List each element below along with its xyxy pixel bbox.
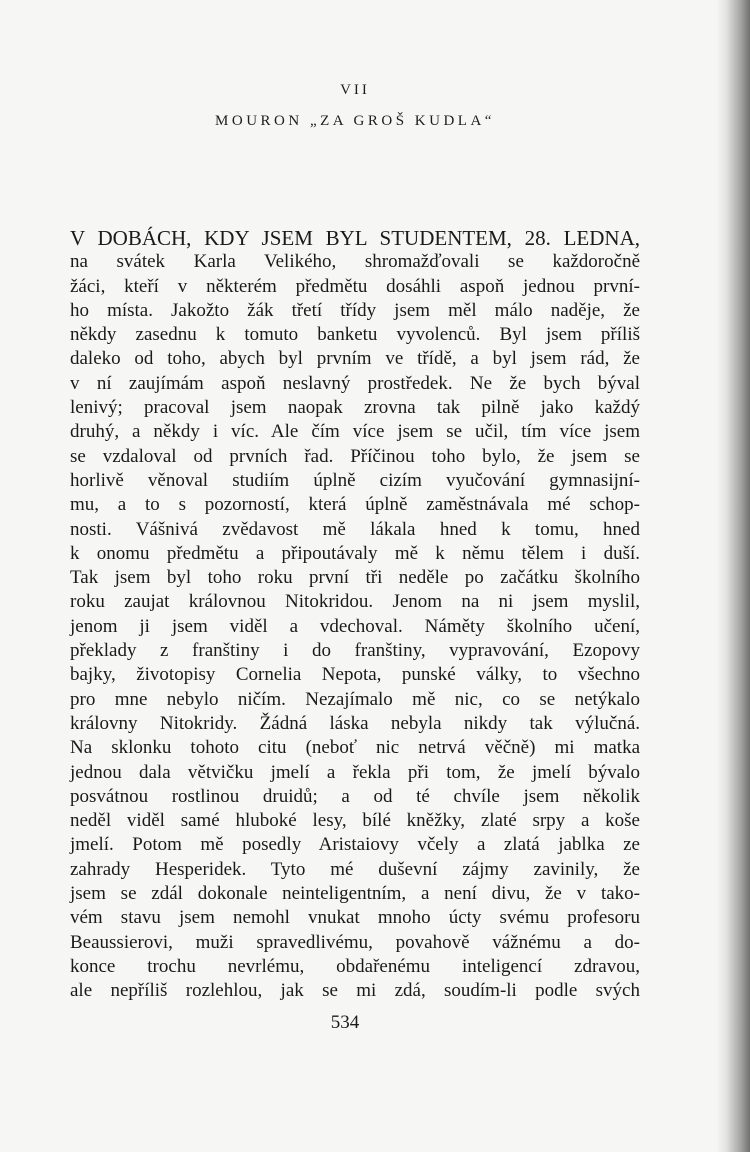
text-line: daleko od toho, abych byl prvním ve třídě, a byl jsem rád, že [70, 348, 640, 370]
text-line: vém stavu jsem nemohl vnukat mnoho úcty svému profesoru [70, 907, 640, 929]
text-line: ho místa. Jakožto žák třetí třídy jsem měl málo naděje, že [70, 299, 640, 321]
text-line: konce trochu nevrlému, obdařenému inteligencí zdravou, [70, 955, 640, 977]
chapter-title: MOURON „ZA GROŠ KUDLA“ [215, 113, 495, 129]
text-line: zahrady Hesperidek. Tyto mé duševní zájmy zavinily, že [70, 858, 640, 880]
text-line: se vzdaloval od prvních řad. Příčinou toho bylo, že jsem se [70, 445, 640, 467]
text-line: překlady z franštiny i do franštiny, vypravování, Ezopovy [70, 640, 640, 662]
text-line: na svátek Karla Velikého, shromažďovali se každoročně [70, 251, 640, 273]
text-line: Na sklonku tohoto citu (neboť nic netrvá věčně) mi matka [70, 737, 640, 759]
text-line: jednou dala větvičku jmelí a řekla při tom, že jmelí bývalo [70, 761, 640, 783]
chapter-number: VII [340, 82, 370, 98]
text-line: V DOBÁCH, KDY JSEM BYL STUDENTEM, 28. LEDNA, [70, 226, 640, 250]
page-number: 534 [330, 1012, 360, 1033]
text-line: jsem se zdál dokonale neinteligentním, a není divu, že v tako- [70, 883, 640, 905]
text-line: posvátnou rostlinou druidů; a od té chvíle jsem několik [70, 785, 640, 807]
text-line: Beaussierovi, muži spravedlivému, povahově vážnému a do- [70, 931, 640, 953]
text-line: mu, a to s pozorností, která úplně zaměstnávala mé schop- [70, 494, 640, 516]
text-line: roku zaujat královnou Nitokridou. Jenom na ni jsem myslil, [70, 591, 640, 613]
text-line: k onomu předmětu a připoutávaly mě k němu tělem i duší. [70, 542, 640, 564]
text-line: Tak jsem byl toho roku první tři neděle po začátku školního [70, 567, 640, 589]
text-line: horlivě věnoval studiím úplně cizím vyučování gymnasijní- [70, 469, 640, 491]
text-line: nosti. Vášnivá zvědavost mě lákala hned k tomu, hned [70, 518, 640, 540]
text-line: jenom ji jsem viděl a vdechoval. Náměty školního učení, [70, 615, 640, 637]
page-edge-shadow [716, 0, 750, 1152]
text-line: pro mne nebylo ničím. Nezajímalo mě nic, co se netýkalo [70, 688, 640, 710]
text-line: v ní zaujímám aspoň neslavný prostředek. Ne že bych býval [70, 372, 640, 394]
text-line: druhý, a někdy i víc. Ale čím více jsem se učil, tím více jsem [70, 421, 640, 443]
text-line: někdy zasednu k tomuto banketu vyvolenců. Byl jsem příliš [70, 324, 640, 346]
text-line: ale nepříliš rozlehlou, jak se mi zdá, soudím-li podle svých [70, 980, 640, 1002]
text-line: neděl viděl samé hluboké lesy, bílé kněžky, zlaté srpy a koše [70, 810, 640, 832]
text-line: královny Nitokridy. Žádná láska nebyla nikdy tak výlučná. [70, 712, 640, 734]
text-line: jmelí. Potom mě posedly Aristaiovy včely a zlatá jablka ze [70, 834, 640, 856]
body-text [70, 226, 640, 1004]
text-line: žáci, kteří v některém předmětu dosáhli aspoň jednou první- [70, 275, 640, 297]
text-line: bajky, životopisy Cornelia Nepota, punské války, to všechno [70, 664, 640, 686]
text-line: lenivý; pracoval jsem naopak zrovna tak pilně jako každý [70, 397, 640, 419]
